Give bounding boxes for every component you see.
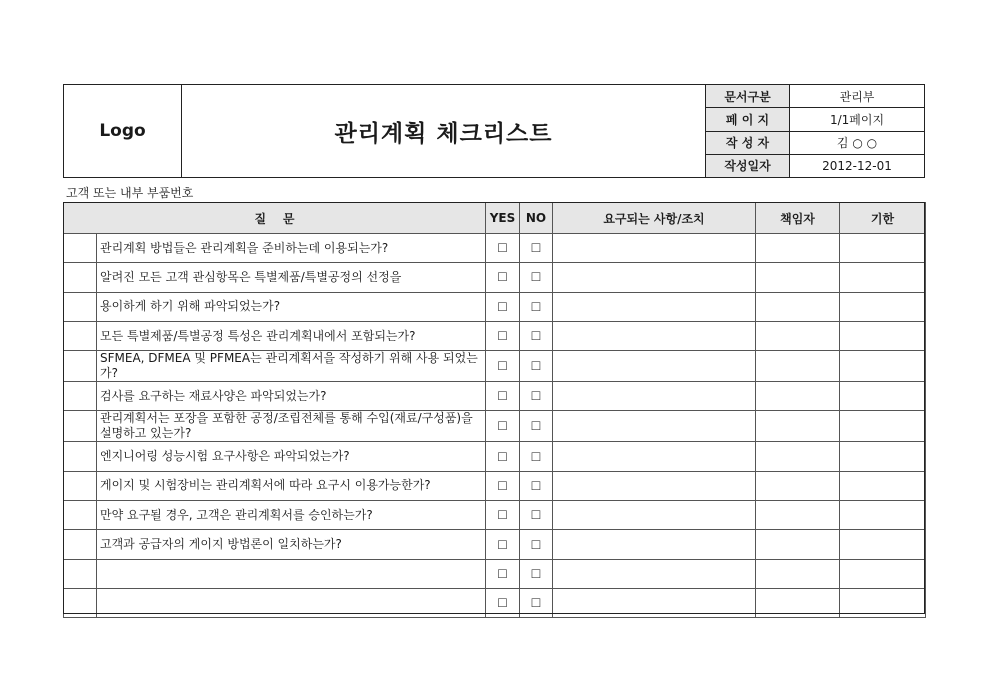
due-cell[interactable] (840, 588, 926, 617)
part-number-label: 고객 또는 내부 부품번호 (66, 186, 194, 200)
due-cell[interactable] (840, 321, 926, 350)
owner-cell[interactable] (756, 351, 840, 382)
meta-value-page: 1/1페이지 (790, 108, 925, 131)
yes-checkbox[interactable]: ☐ (486, 471, 520, 500)
question-text (97, 559, 486, 588)
table-row (64, 263, 926, 292)
row-index-cell (64, 321, 97, 350)
document-title: 관리계획 체크리스트 (182, 85, 706, 178)
due-cell[interactable] (840, 292, 926, 321)
table-row (64, 588, 926, 617)
due-cell[interactable] (840, 351, 926, 382)
action-cell[interactable] (553, 559, 756, 588)
action-cell[interactable] (553, 234, 756, 263)
owner-cell[interactable] (756, 501, 840, 530)
meta-label-doc-type: 문서구분 (706, 85, 790, 108)
row-index-cell (64, 382, 97, 411)
table-row (64, 471, 926, 500)
yes-checkbox[interactable]: ☐ (486, 559, 520, 588)
question-text: 고객과 공급자의 게이지 방법론이 일치하는가? (97, 530, 486, 559)
meta-value-date: 2012-12-01 (790, 154, 925, 177)
action-cell[interactable] (553, 292, 756, 321)
table-row (64, 411, 926, 442)
question-text: 알려진 모든 고객 관심항목은 특별제품/특별공정의 선정을 (97, 263, 486, 292)
table-row (64, 382, 926, 411)
yes-checkbox[interactable]: ☐ (486, 321, 520, 350)
header-owner: 책임자 (756, 203, 840, 234)
row-index-cell (64, 530, 97, 559)
no-checkbox[interactable]: ☐ (520, 263, 553, 292)
document-header (63, 84, 925, 178)
question-text (97, 588, 486, 617)
due-cell[interactable] (840, 559, 926, 588)
table-row (64, 530, 926, 559)
owner-cell[interactable] (756, 411, 840, 442)
question-text: SFMEA, DFMEA 및 PFMEA는 관리계획서을 작성하기 위해 사용 되었는가? (97, 351, 486, 382)
table-row (64, 442, 926, 471)
yes-checkbox[interactable]: ☐ (486, 292, 520, 321)
table-row (64, 501, 926, 530)
owner-cell[interactable] (756, 471, 840, 500)
action-cell[interactable] (553, 530, 756, 559)
due-cell[interactable] (840, 471, 926, 500)
row-index-cell (64, 501, 97, 530)
meta-label-page: 페 이 지 (706, 108, 790, 131)
row-index-cell (64, 292, 97, 321)
no-checkbox[interactable]: ☐ (520, 292, 553, 321)
meta-value-doc-type: 관리부 (790, 85, 925, 108)
header-action: 요구되는 사항/조치 (553, 203, 756, 234)
action-cell[interactable] (553, 471, 756, 500)
owner-cell[interactable] (756, 382, 840, 411)
no-checkbox[interactable]: ☐ (520, 442, 553, 471)
row-index-cell (64, 411, 97, 442)
yes-checkbox[interactable]: ☐ (486, 530, 520, 559)
no-checkbox[interactable]: ☐ (520, 471, 553, 500)
yes-checkbox[interactable]: ☐ (486, 234, 520, 263)
meta-label-author: 작 성 자 (706, 131, 790, 154)
question-text: 엔지니어링 성능시험 요구사항은 파악되었는가? (97, 442, 486, 471)
owner-cell[interactable] (756, 530, 840, 559)
header-due: 기한 (840, 203, 926, 234)
yes-checkbox[interactable]: ☐ (486, 382, 520, 411)
meta-label-date: 작성일자 (706, 154, 790, 177)
action-cell[interactable] (553, 351, 756, 382)
no-checkbox[interactable]: ☐ (520, 382, 553, 411)
header-yes: YES (486, 203, 520, 234)
question-text: 관리계획 방법들은 관리계획을 준비하는데 이용되는가? (97, 234, 486, 263)
no-checkbox[interactable]: ☐ (520, 588, 553, 617)
row-index-cell (64, 588, 97, 617)
no-checkbox[interactable]: ☐ (520, 234, 553, 263)
action-cell[interactable] (553, 382, 756, 411)
row-index-cell (64, 471, 97, 500)
table-row (64, 321, 926, 350)
action-cell[interactable] (553, 321, 756, 350)
owner-cell[interactable] (756, 559, 840, 588)
yes-checkbox[interactable]: ☐ (486, 588, 520, 617)
yes-checkbox[interactable]: ☐ (486, 411, 520, 442)
checklist-table (63, 202, 926, 618)
due-cell[interactable] (840, 382, 926, 411)
row-index-cell (64, 559, 97, 588)
no-checkbox[interactable]: ☐ (520, 351, 553, 382)
yes-checkbox[interactable]: ☐ (486, 442, 520, 471)
table-row (64, 292, 926, 321)
action-cell[interactable] (553, 263, 756, 292)
owner-cell[interactable] (756, 588, 840, 617)
action-cell[interactable] (553, 442, 756, 471)
no-checkbox[interactable]: ☐ (520, 559, 553, 588)
yes-checkbox[interactable]: ☐ (486, 351, 520, 382)
no-checkbox[interactable]: ☐ (520, 530, 553, 559)
owner-cell[interactable] (756, 321, 840, 350)
row-index-cell (64, 234, 97, 263)
owner-cell[interactable] (756, 292, 840, 321)
row-index-cell (64, 263, 97, 292)
owner-cell[interactable] (756, 234, 840, 263)
due-cell[interactable] (840, 501, 926, 530)
question-text: 모든 특별제품/특별공정 특성은 관리계획내에서 포함되는가? (97, 321, 486, 350)
row-index-cell (64, 442, 97, 471)
no-checkbox[interactable]: ☐ (520, 501, 553, 530)
table-row (64, 559, 926, 588)
action-cell[interactable] (553, 588, 756, 617)
action-cell[interactable] (553, 411, 756, 442)
due-cell[interactable] (840, 263, 926, 292)
logo: Logo (64, 85, 182, 178)
table-row (64, 234, 926, 263)
header-no: NO (520, 203, 553, 234)
action-cell[interactable] (553, 501, 756, 530)
question-text: 검사를 요구하는 재료사양은 파악되었는가? (97, 382, 486, 411)
owner-cell[interactable] (756, 442, 840, 471)
yes-checkbox[interactable]: ☐ (486, 263, 520, 292)
question-text: 만약 요구될 경우, 고객은 관리계획서를 승인하는가? (97, 501, 486, 530)
question-text: 용이하게 하기 위해 파악되었는가? (97, 292, 486, 321)
table-header-row (64, 203, 926, 234)
no-checkbox[interactable]: ☐ (520, 321, 553, 350)
question-text: 관리계획서는 포장을 포함한 공정/조립전체를 통해 수입(재료/구성품)을 설명하고 있는가? (97, 411, 486, 442)
question-text: 게이지 및 시험장비는 관리계획서에 따라 요구시 이용가능한가? (97, 471, 486, 500)
owner-cell[interactable] (756, 263, 840, 292)
no-checkbox[interactable]: ☐ (520, 411, 553, 442)
due-cell[interactable] (840, 234, 926, 263)
due-cell[interactable] (840, 411, 926, 442)
due-cell[interactable] (840, 530, 926, 559)
yes-checkbox[interactable]: ☐ (486, 501, 520, 530)
table-row (64, 351, 926, 382)
meta-value-author: 김 ○ ○ (790, 131, 925, 154)
header-question: 질 문 (64, 203, 486, 234)
row-index-cell (64, 351, 97, 382)
due-cell[interactable] (840, 442, 926, 471)
